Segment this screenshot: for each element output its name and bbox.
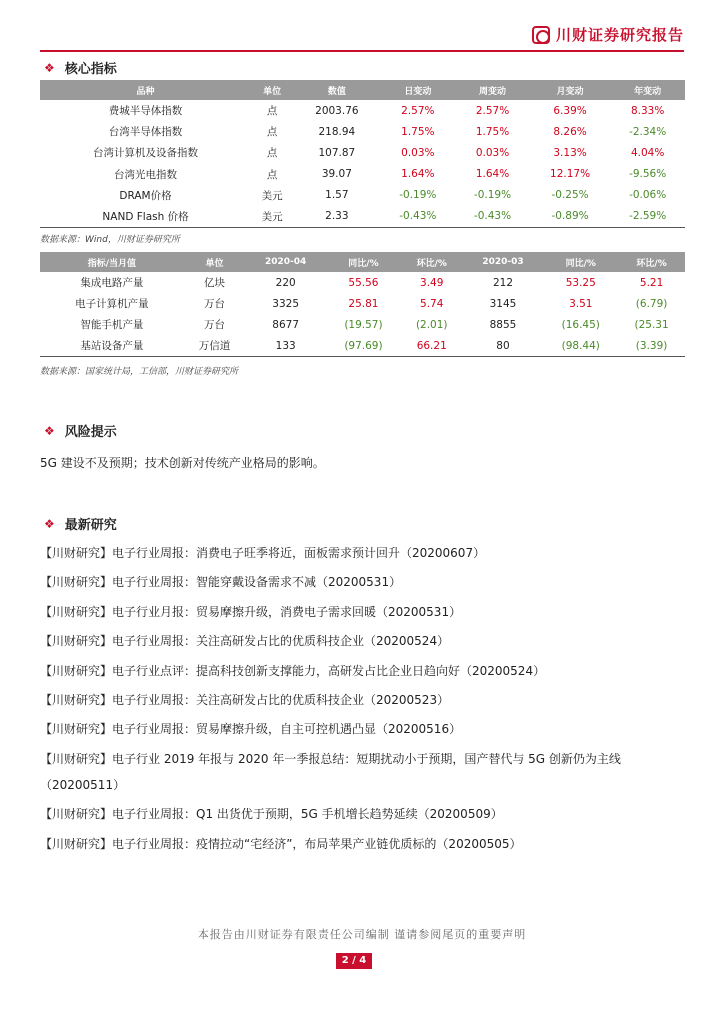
table-cell: 220	[275, 276, 296, 289]
table-header-cell: 单位	[205, 258, 224, 269]
table-header-cell: 年变动	[634, 86, 662, 97]
table-header-cell: 同比/%	[565, 258, 596, 269]
table-cell: (6.79)	[635, 297, 668, 310]
table-cell: 3145	[489, 297, 517, 310]
research-item[interactable]: 【川财研究】电子行业周报：关注高研发占比的优质科技企业（20200523）	[40, 692, 450, 707]
table-cell: 0.03%	[401, 146, 435, 159]
table-cell: 2.57%	[401, 104, 435, 117]
table-cell: 8855	[489, 318, 517, 331]
table-cell: 5.21	[639, 276, 664, 289]
table-header-cell: 单位	[263, 86, 282, 97]
table-cell: (25.31	[634, 318, 669, 331]
diamond-bullet-icon: ❖	[44, 60, 55, 75]
table-cell: 2003.76	[315, 104, 359, 117]
table-cell: DRAM价格	[119, 189, 172, 202]
table-header-cell: 环比/%	[636, 258, 667, 269]
table-cell: -0.06%	[629, 189, 667, 202]
table-cell: 218.94	[318, 125, 356, 138]
table-cell: -0.89%	[530, 206, 610, 227]
table-header-cell: 品种	[136, 86, 155, 97]
table-cell: -9.56%	[629, 168, 667, 181]
table-cell: -2.59%	[610, 206, 685, 227]
table-cell: 0.03%	[475, 146, 510, 159]
table-cell: (16.45)	[561, 318, 600, 331]
table-row	[40, 272, 685, 293]
table-cell: 1.57	[325, 189, 349, 202]
table-cell: 基站设备产量	[40, 336, 184, 357]
table-cell: 费城半导体指数	[108, 105, 183, 118]
production-table	[40, 252, 685, 357]
table-cell: 1.75%	[475, 125, 510, 138]
table-cell: 亿块	[203, 277, 225, 290]
research-item[interactable]: 【川财研究】电子行业周报：消费电子旺季将近，面板需求预计回升（20200607）	[40, 546, 486, 560]
table-cell: -0.43%	[455, 206, 530, 227]
research-item[interactable]: 【川财研究】电子行业周报：贸易摩擦升级，自主可控机遇凸显（20200516）	[40, 722, 462, 737]
table-cell: 4.04%	[630, 146, 665, 159]
table-cell: 2.33	[293, 206, 380, 227]
table-cell: 智能手机产量	[80, 319, 144, 332]
section-risk	[44, 421, 117, 440]
risk-text: 5G 建设不及预期；技术创新对传统产业格局的影响。	[40, 456, 325, 470]
section-title: 最新研究	[64, 518, 117, 533]
table-cell: -0.43%	[380, 206, 455, 227]
table-cell: 万台	[203, 319, 225, 332]
table-row	[40, 293, 685, 314]
table-cell: 美元	[261, 189, 283, 202]
page-number: 2 / 4	[336, 953, 372, 969]
table-cell: 2.57%	[475, 104, 510, 117]
core-indicators-table	[40, 80, 685, 228]
table-cell: 8.33%	[630, 104, 665, 117]
section-title: 风险提示	[64, 425, 117, 440]
table2-source: 数据来源：国家统计局，工信部，川财证券研究所	[40, 367, 239, 377]
diamond-bullet-icon: ❖	[44, 516, 55, 531]
table-cell: 集成电路产量	[80, 277, 144, 290]
table-cell: 5.74	[420, 297, 444, 310]
table-cell: 25.81	[348, 297, 379, 310]
research-item[interactable]: 【川财研究】电子行业周报：Q1 出货优于预期，5G 手机增长趋势延续（20200509）	[40, 807, 503, 822]
table-header-cell: 2020-03	[482, 257, 524, 267]
diamond-bullet-icon: ❖	[44, 423, 55, 438]
table-header-cell: 2020-04	[265, 257, 307, 267]
section-title: 核心指标	[64, 62, 117, 77]
table-row	[40, 336, 685, 357]
research-item[interactable]: 【川财研究】电子行业 2019 年报与 2020 年一季报总结：短期扰动小于预期，国产替代与 5G 创新仍为主线（20200511）	[40, 751, 621, 792]
table-header-cell: 周变动	[478, 86, 506, 97]
table-cell: 3325	[272, 297, 300, 310]
table-cell: (19.57)	[344, 318, 383, 331]
table-cell: 点	[266, 126, 278, 139]
table-cell: 1.64%	[401, 168, 435, 181]
table-cell: 万台	[203, 298, 225, 311]
table1-source: 数据来源：Wind，川财证券研究所	[40, 235, 180, 245]
table-cell: 133	[245, 336, 326, 357]
table-cell: 点	[266, 105, 278, 118]
table-row	[40, 164, 685, 185]
table-header-cell: 月变动	[556, 86, 584, 97]
page-header	[40, 22, 684, 52]
table-cell: (3.39)	[618, 336, 685, 357]
table-row	[40, 142, 685, 163]
table-cell: 8.26%	[553, 125, 587, 138]
table-cell: 点	[266, 168, 278, 181]
table-cell: -0.19%	[399, 189, 437, 202]
table-cell: (2.01)	[415, 318, 448, 331]
table-cell: 1.64%	[475, 168, 510, 181]
table-row	[40, 121, 685, 142]
brand-logo-icon	[532, 26, 550, 44]
table-cell: 212	[492, 276, 513, 289]
research-item[interactable]: 【川财研究】电子行业周报：疫情拉动“宅经济”，布局苹果产业链优质标的（20200505）	[40, 836, 522, 851]
table-cell: NAND Flash 价格	[40, 206, 251, 227]
brand	[532, 24, 684, 45]
table-cell: 3.13%	[553, 146, 587, 159]
table-row	[40, 185, 685, 206]
table-cell: 1.75%	[401, 125, 435, 138]
research-list	[40, 540, 685, 860]
table-cell: 39.07	[321, 168, 352, 181]
table-cell: 美元	[251, 206, 293, 227]
table-cell: (97.69)	[326, 336, 401, 357]
table-cell: 万信道	[184, 336, 246, 357]
table-cell: 电子计算机产量	[75, 298, 149, 311]
table-cell: 点	[266, 147, 278, 160]
section-latest	[44, 514, 117, 533]
table-cell: 55.56	[348, 276, 379, 289]
table-cell: 3.51	[569, 297, 593, 310]
header-rule	[40, 50, 684, 52]
table-cell: -0.25%	[551, 189, 589, 202]
table-cell: 80	[463, 336, 544, 357]
table-header-cell: 日变动	[404, 86, 432, 97]
table-cell: 66.21	[401, 336, 463, 357]
table-cell: -2.34%	[629, 125, 667, 138]
table-cell: 6.39%	[553, 104, 587, 117]
brand-name: 川财证券研究报告	[555, 26, 684, 44]
table-cell: 3.49	[420, 276, 444, 289]
research-item[interactable]: 【川财研究】电子行业点评：提高科技创新支撑能力，高研发占比企业日趋向好（20200524）	[40, 663, 546, 678]
table-header-cell: 环比/%	[416, 258, 447, 269]
table-cell: 12.17%	[550, 168, 591, 181]
table-cell: 台湾计算机及设备指数	[93, 147, 198, 160]
table-row	[40, 100, 685, 121]
footer-disclaimer: 本报告由川财证券有限责任公司编制 谨请参阅尾页的重要声明	[197, 928, 527, 941]
section-core	[44, 58, 117, 77]
table-cell: 107.87	[318, 146, 356, 159]
table-cell: 8677	[272, 318, 300, 331]
table-row	[40, 314, 685, 335]
table-header-cell: 同比/%	[348, 258, 379, 269]
table-row	[40, 206, 685, 227]
table-cell: -0.19%	[473, 189, 512, 202]
research-item[interactable]: 【川财研究】电子行业周报：关注高研发占比的优质科技企业（20200524）	[40, 634, 450, 649]
table-cell: 53.25	[565, 276, 596, 289]
table-header-cell: 指标/当月值	[87, 258, 136, 269]
research-item[interactable]: 【川财研究】电子行业周报：智能穿戴设备需求不减（20200531）	[40, 575, 402, 590]
table-cell: 台湾半导体指数	[108, 126, 183, 139]
table-cell: 台湾光电指数	[114, 168, 177, 181]
table-cell: (98.44)	[543, 336, 618, 357]
table-header-cell: 数值	[327, 86, 346, 97]
research-item[interactable]: 【川财研究】电子行业月报：贸易摩擦升级，消费电子需求回暖（20200531）	[40, 604, 462, 619]
